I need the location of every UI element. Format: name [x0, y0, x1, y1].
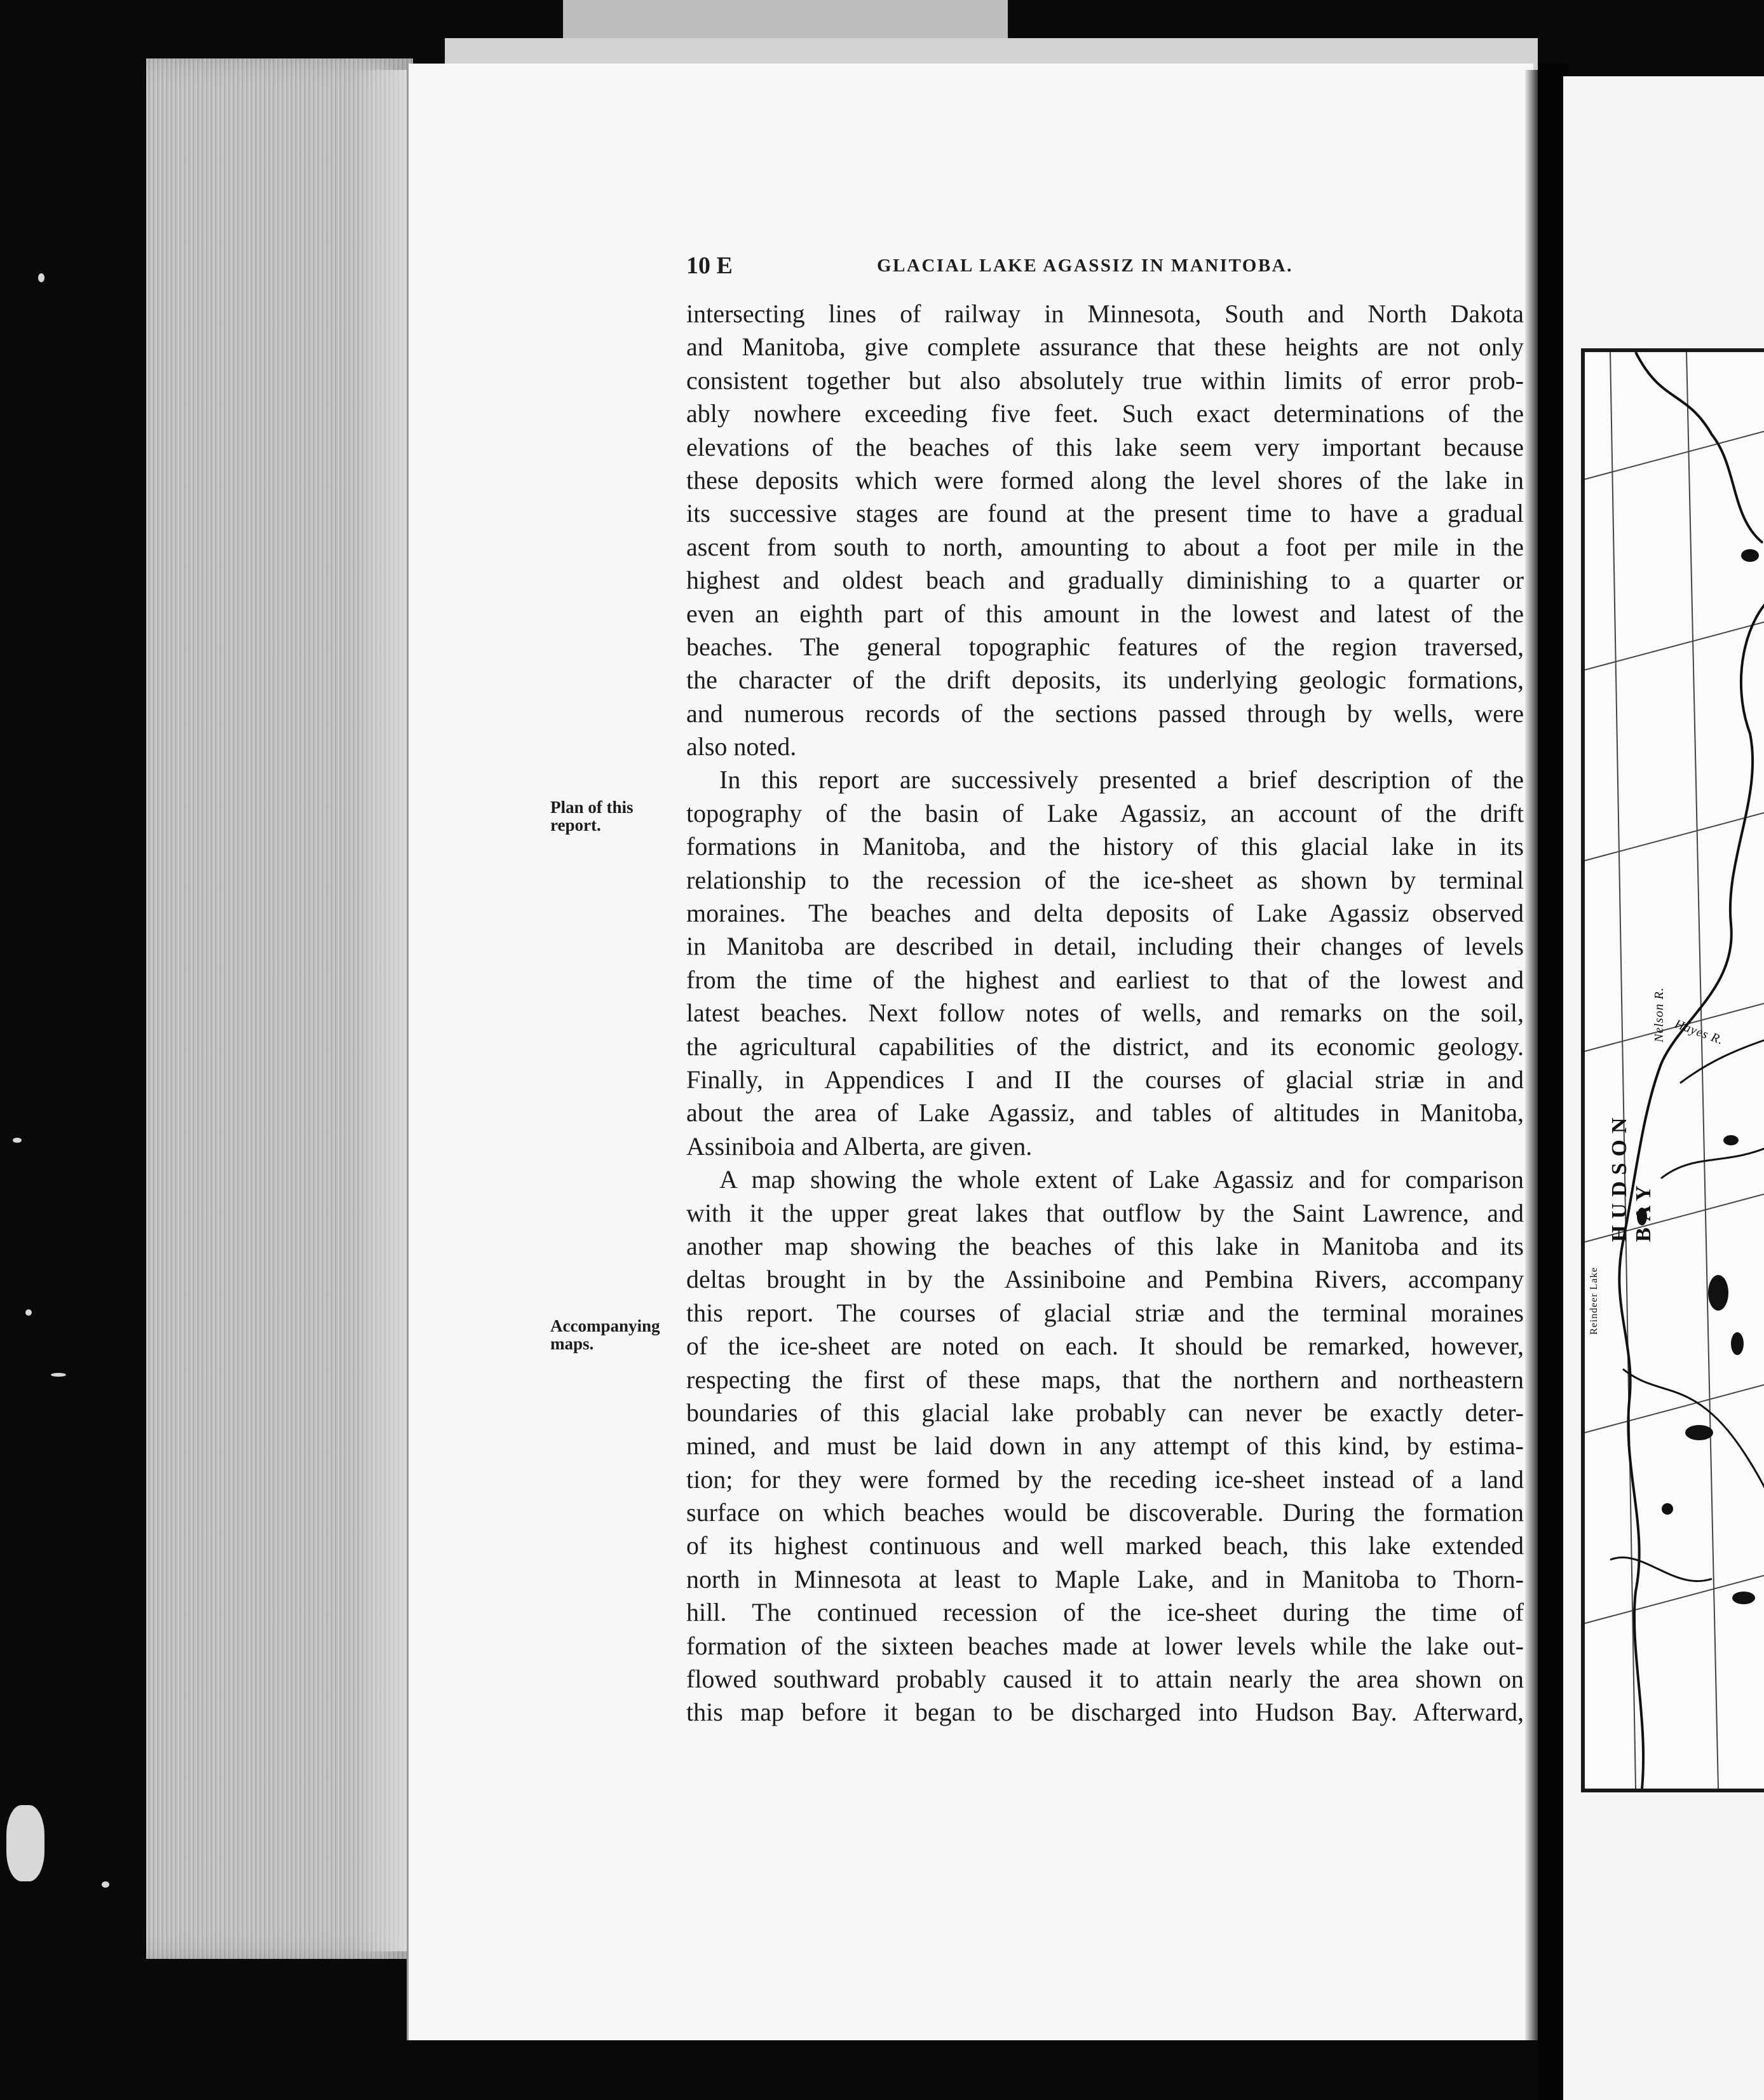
text-line: Assiniboia and Alberta, are given.	[686, 1131, 1033, 1161]
text-line: the character of the drift deposits, its underlying geologic formations,	[686, 665, 1524, 695]
margin-note-plan: Plan of this report.	[550, 798, 634, 835]
text-line: with it the upper great lakes that outflow by the Saint Lawrence, and	[686, 1198, 1524, 1227]
text-line: north in Minnesota at least to Maple Lake, and in Manitoba to Thorn-	[686, 1564, 1524, 1593]
text-line: the agricultural capabilities of the district, and its economic geology.	[686, 1032, 1524, 1061]
text-line: also noted.	[686, 732, 797, 761]
text-line: of the ice-sheet are noted on each. It should be remarked, however,	[686, 1332, 1524, 1361]
text-line: tion; for they were formed by the receding ice-sheet instead of a land	[686, 1464, 1524, 1494]
text-line: of its highest continuous and well marked beach, this lake extended	[686, 1531, 1524, 1560]
page-right-edge	[1525, 70, 1539, 2040]
background-speck	[102, 1881, 109, 1888]
map-label-reindeer-lake: Reindeer Lake	[1589, 1267, 1599, 1335]
text-line: Finally, in Appendices I and II the courses of glacial striæ in and	[686, 1065, 1524, 1094]
running-header	[686, 252, 1538, 283]
text-line: and numerous records of the sections passed through by wells, were	[686, 699, 1524, 728]
text-line: hill. The continued recession of the ice-sheet during the time of	[686, 1598, 1524, 1627]
background-speck	[13, 1138, 22, 1143]
text-line: latest beaches. Next follow notes of wells, and remarks on the soil,	[686, 999, 1524, 1028]
map-drawing	[1585, 352, 1764, 1789]
text-line: about the area of Lake Agassiz, and tables of altitudes in Manitoba,	[686, 1098, 1524, 1128]
margin-note-maps: Accompanying maps.	[550, 1316, 660, 1353]
map-illustration	[1581, 348, 1764, 1792]
text-line: ably nowhere exceeding five feet. Such exact determinations of the	[686, 399, 1524, 428]
text-line: in Manitoba are described in detail, including their changes of levels	[686, 932, 1524, 961]
text-line: these deposits which were formed along the level shores of the lake in	[686, 465, 1524, 494]
text-line: beaches. The general topographic features of the region traversed,	[686, 632, 1524, 661]
background-speck	[51, 1373, 66, 1377]
text-line: relationship to the recession of the ice-sheet as shown by terminal	[686, 865, 1524, 894]
text-line: this report. The courses of glacial striæ and the terminal moraines	[686, 1298, 1524, 1327]
text-line: surface on which beaches would be discoverable. During the formation	[686, 1498, 1524, 1527]
text-line: this map before it began to be discharged into Hudson Bay. Afterward,	[686, 1698, 1524, 1727]
text-line: intersecting lines of railway in Minnesota, South and North Dakota	[686, 299, 1524, 328]
text-line: from the time of the highest and earliest to that of the lowest and	[686, 965, 1524, 994]
background-speck	[6, 1805, 44, 1881]
paragraph-start-line: In this report are successively presented a brief description of the	[719, 765, 1524, 794]
text-line: even an eighth part of this amount in the lowest and latest of the	[686, 599, 1524, 628]
text-line: mined, and must be laid down in any attempt of this kind, by estima-	[686, 1431, 1524, 1461]
running-title: GLACIAL LAKE AGASSIZ IN MANITOBA.	[877, 256, 1293, 276]
text-line: consistent together but also absolutely true within limits of error prob-	[686, 365, 1524, 395]
text-line: ascent from south to north, amounting to about a foot per mile in the	[686, 532, 1524, 561]
text-line: moraines. The beaches and delta deposits of Lake Agassiz observed	[686, 899, 1524, 928]
text-line: elevations of the beaches of this lake seem very important because	[686, 432, 1524, 461]
text-line: highest and oldest beach and gradually diminishing to a quarter or	[686, 566, 1524, 595]
text-line: and Manitoba, give complete assurance that these heights are not only	[686, 332, 1524, 362]
text-line: its successive stages are found at the present time to have a gradual	[686, 499, 1524, 528]
page-number: 10 E	[686, 252, 733, 279]
text-line: formation of the sixteen beaches made at lower levels while the lake out-	[686, 1631, 1524, 1660]
text-line: flowed southward probably caused it to attain nearly the area shown on	[686, 1665, 1524, 1694]
text-line: another map showing the beaches of this lake in Manitoba and its	[686, 1231, 1524, 1260]
text-line: topography of the basin of Lake Agassiz, an account of the drift	[686, 798, 1524, 828]
background-speck	[25, 1309, 32, 1316]
text-line: formations in Manitoba, and the history of this glacial lake in its	[686, 832, 1524, 861]
text-line: boundaries of this glacial lake probably can never be exactly deter-	[686, 1398, 1524, 1427]
background-speck	[38, 273, 44, 282]
text-line: deltas brought in by the Assiniboine and Pembina Rivers, accompany	[686, 1265, 1524, 1294]
paragraph-start-line: A map showing the whole extent of Lake Agassiz and for comparison	[719, 1165, 1524, 1194]
hudson-bay-label: HUDSON BAY	[1608, 1111, 1655, 1242]
text-line: respecting the first of these maps, that the northern and northeastern	[686, 1365, 1524, 1394]
map-label-hayes: Hayes R.	[1672, 1017, 1726, 1048]
body-text	[686, 297, 1524, 1729]
map-label-nelson: Nelson R.	[1652, 987, 1666, 1042]
